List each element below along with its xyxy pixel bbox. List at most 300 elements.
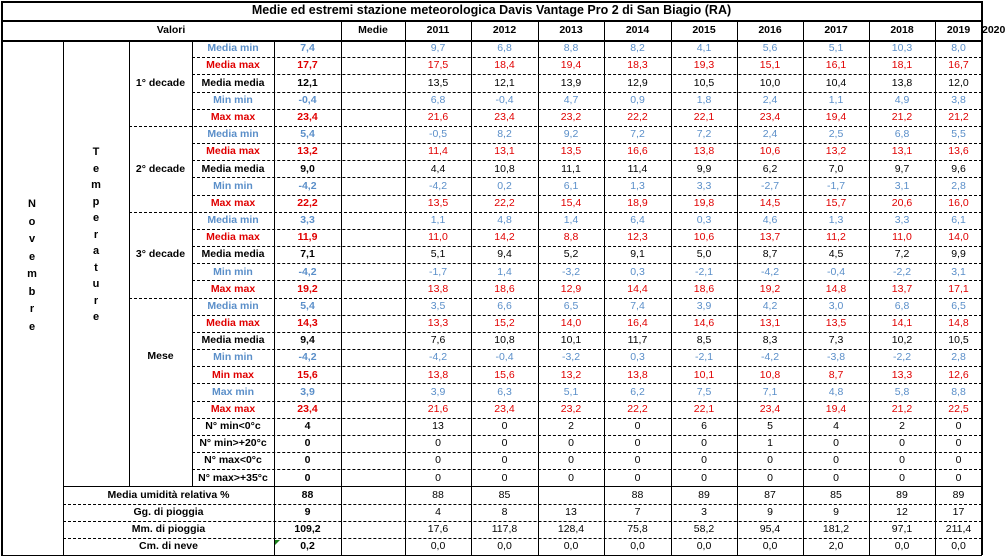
- row-value: 6,4: [630, 214, 645, 227]
- row-value: 0: [501, 471, 508, 484]
- row-value: 7,2: [894, 248, 910, 261]
- row-value: 16,7: [948, 59, 969, 72]
- category-letter: a: [92, 245, 100, 258]
- column-divider: [803, 20, 804, 555]
- row-value: -0,4: [495, 93, 514, 106]
- row-value: 18,6: [693, 282, 715, 295]
- row-value: 6,8: [894, 299, 910, 312]
- row-value: 0: [568, 454, 574, 467]
- row-label: Min min: [213, 265, 253, 278]
- row-value: 10,3: [891, 42, 913, 55]
- row-value: 2,5: [828, 128, 844, 141]
- row-medie: 5,4: [300, 128, 315, 141]
- bottom-row-value: 85: [498, 488, 511, 501]
- month-letter: N: [28, 198, 36, 211]
- row-value: 19,3: [693, 59, 715, 72]
- bottom-row-value: 88: [432, 488, 444, 501]
- bottom-row-value: 89: [698, 488, 710, 501]
- row-value: 9,9: [951, 248, 966, 261]
- row-value: 13,2: [825, 145, 847, 158]
- row-value: 9,9: [696, 162, 712, 175]
- row-value: 8,3: [762, 334, 778, 347]
- row-value: 8,5: [696, 334, 712, 347]
- bottom-row-medie: 0,2: [300, 540, 315, 553]
- row-value: 7,0: [828, 162, 844, 175]
- table-border-top: [1, 1, 982, 3]
- row-value: 13,8: [693, 145, 715, 158]
- bottom-row-value: 87: [764, 488, 776, 501]
- bottom-row-value: 58,2: [693, 523, 715, 536]
- row-value: 6,8: [497, 42, 512, 55]
- row-label: Media max: [206, 231, 260, 244]
- month-letter: e: [28, 320, 36, 333]
- row-medie: 5,4: [300, 299, 315, 312]
- bottom-row-medie: 9: [304, 505, 311, 518]
- row-value: 1,1: [430, 214, 446, 227]
- row-value: 19,4: [825, 402, 847, 415]
- row-value: 10,5: [948, 334, 969, 347]
- row-value: 11,4: [627, 162, 648, 175]
- row-value: 23,2: [560, 111, 582, 123]
- row-value: 17,1: [948, 282, 969, 295]
- bottom-row-value: 17,6: [427, 523, 449, 536]
- month-letter: v: [28, 233, 36, 246]
- title-divider: [1, 20, 982, 22]
- bottom-row-value: 0,0: [497, 540, 512, 553]
- row-value: 13,5: [427, 76, 449, 89]
- bottom-row-value: 12: [896, 505, 908, 518]
- row-label: Max max: [210, 111, 256, 123]
- row-value: 6,2: [630, 385, 645, 398]
- row-medie: 23,4: [297, 111, 318, 123]
- category-letter: r: [93, 228, 99, 241]
- column-divider: [63, 40, 64, 555]
- row-value: 14,2: [494, 231, 515, 244]
- row-value: 3,1: [951, 265, 966, 278]
- row-value: 0: [435, 471, 441, 484]
- column-divider: [471, 20, 472, 555]
- row-value: 6,1: [951, 214, 966, 227]
- row-value: 0: [701, 454, 707, 467]
- row-value: 0: [701, 471, 707, 484]
- row-value: 21,2: [891, 402, 913, 415]
- row-value: 0: [435, 437, 441, 450]
- row-value: 0: [955, 454, 962, 467]
- row-value: 10,8: [494, 162, 515, 175]
- header-year: 2016: [758, 23, 782, 36]
- bottom-row-value: 89: [896, 488, 908, 501]
- row-value: 8,8: [563, 231, 579, 244]
- row-value: 5,2: [563, 248, 579, 261]
- row-value: 7,5: [696, 385, 712, 398]
- row-value: 15,1: [759, 59, 781, 72]
- row-value: 10,1: [560, 334, 582, 347]
- category-letter: u: [92, 278, 100, 291]
- row-value: 23,4: [494, 402, 515, 415]
- row-value: 11,2: [826, 231, 846, 244]
- row-value: 6,6: [497, 299, 512, 312]
- month-letter: r: [29, 303, 35, 316]
- row-value: 22,2: [494, 196, 515, 209]
- row-value: 13,1: [891, 145, 913, 158]
- row-label: Min min: [213, 179, 253, 192]
- row-label: Min max: [211, 368, 254, 381]
- row-value: 12,3: [627, 231, 648, 244]
- row-label: N° min<0°c: [205, 420, 261, 433]
- row-label: Media min: [207, 128, 259, 141]
- table-border-right: [981, 1, 983, 555]
- row-value: 4,5: [828, 248, 844, 261]
- row-value: 0: [568, 471, 574, 484]
- header-medie: Medie: [358, 23, 388, 36]
- bottom-row-value: 9: [767, 505, 773, 518]
- row-value: 22,5: [948, 402, 969, 415]
- row-value: 0: [634, 437, 641, 450]
- row-value: 11,7: [627, 334, 648, 347]
- row-value: -0,5: [428, 128, 448, 141]
- row-value: 6,8: [894, 128, 910, 141]
- row-value: 13,9: [560, 76, 582, 89]
- row-value: 1,4: [497, 265, 512, 278]
- category-letter: T: [92, 146, 100, 159]
- section-label: 3° decade: [135, 248, 186, 261]
- row-medie: -4,2: [298, 265, 317, 278]
- row-value: 1,1: [828, 93, 844, 106]
- bottom-row-value: 0,0: [951, 540, 966, 553]
- row-value: 7,4: [630, 299, 645, 312]
- bottom-row-value: 88: [631, 488, 644, 501]
- row-value: 6,1: [563, 179, 579, 192]
- month-label: [1, 40, 63, 492]
- row-value: 7,2: [630, 128, 645, 141]
- row-value: 3,5: [430, 299, 446, 312]
- row-value: 0: [955, 471, 962, 484]
- bottom-row-medie: 88: [301, 488, 314, 501]
- row-value: 4,2: [762, 299, 778, 312]
- bottom-row-value: 85: [830, 488, 842, 501]
- row-value: 0: [899, 454, 905, 467]
- row-value: 0: [634, 471, 641, 484]
- row-value: 4,4: [430, 162, 446, 175]
- row-value: 0: [501, 420, 508, 433]
- row-medie: 3,3: [300, 214, 315, 227]
- row-label: Media media: [201, 248, 265, 261]
- row-medie: 19,2: [297, 282, 318, 295]
- row-value: 8,2: [630, 42, 645, 55]
- row-medie: 9,4: [300, 334, 315, 347]
- row-value: 19,8: [693, 196, 715, 209]
- row-value: 3,9: [430, 385, 446, 398]
- row-value: 9,4: [497, 248, 512, 261]
- table-border-left: [1, 1, 3, 555]
- row-value: 10,8: [759, 368, 781, 381]
- row-value: -4,2: [760, 265, 780, 278]
- row-value: 12,9: [560, 282, 582, 295]
- row-value: 23,4: [759, 111, 781, 123]
- bottom-row-value: 0,0: [630, 540, 645, 553]
- row-value: 23,4: [494, 111, 515, 123]
- row-value: 10,2: [891, 334, 913, 347]
- row-value: 0: [899, 437, 905, 450]
- row-value: 19,4: [560, 59, 582, 72]
- row-value: 5,1: [563, 385, 579, 398]
- bottom-row-value: 75,8: [627, 523, 648, 536]
- row-value: 5,1: [828, 42, 844, 55]
- row-value: 0,2: [497, 179, 512, 192]
- row-value: 7,6: [430, 334, 446, 347]
- row-value: 6: [701, 420, 707, 433]
- row-value: 1,3: [828, 214, 844, 227]
- row-value: 21,6: [427, 111, 449, 123]
- row-value: 0: [767, 471, 773, 484]
- row-value: 18,4: [494, 59, 515, 72]
- row-medie: 4: [304, 420, 311, 433]
- row-value: 18,3: [627, 59, 648, 72]
- row-label: Media max: [206, 59, 260, 72]
- row-value: -1,7: [826, 179, 846, 192]
- row-value: 0: [955, 420, 962, 433]
- row-value: 8,8: [563, 42, 579, 55]
- row-medie: -4,2: [298, 179, 317, 192]
- bottom-row-value: 13: [565, 505, 577, 518]
- row-value: 6,3: [497, 385, 512, 398]
- row-value: 0: [767, 454, 773, 467]
- row-label: Media media: [201, 162, 265, 175]
- row-value: 2: [899, 420, 905, 433]
- row-value: 12,6: [948, 368, 969, 381]
- table-title: Medie ed estremi stazione meteorologica Davis Vantage Pro 2 di San Biagio (RA): [251, 3, 732, 18]
- column-divider: [192, 40, 193, 486]
- row-medie: -0,4: [298, 93, 317, 106]
- row-value: 10,4: [825, 76, 847, 89]
- row-value: 15,2: [494, 317, 515, 330]
- row-value: 10,0: [759, 76, 781, 89]
- header-year: 2012: [492, 23, 517, 36]
- row-value: -3,2: [561, 351, 581, 364]
- row-label: Media min: [207, 42, 259, 55]
- row-value: 0: [501, 437, 508, 450]
- column-divider: [538, 20, 539, 555]
- row-value: 11,1: [561, 162, 581, 175]
- temperature-block-end: [63, 486, 982, 487]
- row-value: 6,5: [951, 299, 966, 312]
- header-year: 2020: [982, 23, 1005, 36]
- column-divider: [737, 20, 738, 555]
- row-value: 0: [634, 420, 641, 433]
- row-value: 16,4: [627, 317, 648, 330]
- row-value: 8,8: [951, 385, 966, 398]
- row-value: 14,5: [759, 196, 781, 209]
- row-value: 5,1: [430, 248, 446, 261]
- weather-stats-table: [1, 1, 1005, 555]
- row-value: 21,2: [891, 111, 913, 123]
- row-value: 13,7: [759, 231, 781, 244]
- row-value: -0,4: [495, 351, 514, 364]
- row-value: 18,1: [891, 59, 913, 72]
- row-value: 23,2: [560, 402, 582, 415]
- row-value: 0,3: [630, 265, 645, 278]
- row-value: 3,1: [894, 179, 910, 192]
- header-year: 2014: [625, 23, 650, 36]
- bottom-row-value: 97,1: [891, 523, 913, 536]
- month-letter: b: [28, 285, 36, 298]
- row-value: 9,7: [894, 162, 910, 175]
- row-value: 13,5: [427, 196, 449, 209]
- row-value: 10,5: [693, 76, 715, 89]
- category-letter: e: [92, 162, 100, 175]
- row-value: 9,1: [630, 248, 645, 261]
- bottom-row-value: 181,2: [822, 523, 850, 536]
- row-value: 12,1: [494, 76, 515, 89]
- row-value: 2: [568, 420, 574, 433]
- row-medie: 3,9: [300, 385, 315, 398]
- row-value: 4: [833, 420, 839, 433]
- section-label: Mese: [147, 349, 174, 362]
- row-medie: 0: [304, 437, 311, 450]
- category-letter: m: [91, 179, 101, 192]
- month-letter: m: [27, 268, 37, 281]
- bottom-row-value: 0,0: [430, 540, 446, 553]
- row-value: 14,0: [560, 317, 582, 330]
- bottom-row-value: 7: [634, 505, 641, 518]
- column-divider: [405, 20, 406, 555]
- row-value: -2,2: [892, 265, 912, 278]
- row-value: 22,2: [627, 111, 648, 123]
- month-letter: e: [28, 250, 36, 263]
- column-divider: [671, 20, 672, 555]
- category-label: [63, 12, 129, 458]
- category-letter: e: [92, 311, 100, 324]
- row-value: -2,2: [892, 351, 912, 364]
- bottom-row-label: Media umidità relativa %: [107, 488, 230, 501]
- row-value: 21,6: [427, 402, 449, 415]
- row-value: 14,8: [948, 317, 969, 330]
- row-value: 10,6: [693, 231, 715, 244]
- row-label: Media media: [201, 334, 265, 347]
- row-value: 13,8: [427, 282, 449, 295]
- row-value: 22,2: [627, 402, 648, 415]
- month-letter: o: [28, 215, 36, 228]
- row-medie: 7,1: [300, 248, 315, 261]
- row-value: 16,0: [948, 196, 969, 209]
- category-letter: t: [94, 261, 98, 274]
- row-value: 2,4: [762, 128, 778, 141]
- row-medie: 14,3: [297, 317, 318, 330]
- bottom-row-value: 0,0: [563, 540, 579, 553]
- row-value: 4,9: [894, 93, 910, 106]
- row-value: 13,7: [891, 282, 913, 295]
- row-value: 15,7: [825, 196, 847, 209]
- row-value: 12,9: [627, 76, 648, 89]
- category-letter: r: [93, 294, 99, 307]
- row-value: 13,8: [427, 368, 449, 381]
- row-value: 17,5: [427, 59, 449, 72]
- row-value: 4,7: [563, 93, 579, 106]
- row-value: 18,6: [494, 282, 515, 295]
- header-year: 2019: [946, 23, 971, 36]
- row-value: 1,8: [696, 93, 712, 106]
- row-medie: 11,9: [297, 231, 318, 244]
- row-value: 0,3: [696, 214, 712, 227]
- row-value: -4,2: [760, 351, 780, 364]
- bottom-row-value: 0,0: [894, 540, 910, 553]
- row-value: 14,4: [627, 282, 648, 295]
- bottom-row-label: Gg. di pioggia: [133, 505, 204, 518]
- row-label: Min min: [213, 93, 253, 106]
- bottom-row-value: 117,8: [491, 523, 518, 536]
- row-value: 15,4: [560, 196, 582, 209]
- row-value: 4,1: [696, 42, 712, 55]
- row-value: -4,2: [428, 351, 448, 364]
- row-value: 4,6: [762, 214, 778, 227]
- bottom-row-value: 3: [701, 505, 707, 518]
- bottom-row-value: 0,0: [762, 540, 778, 553]
- row-label: N° min>+20°c: [199, 437, 267, 450]
- row-value: 6,2: [762, 162, 778, 175]
- row-value: 20,6: [891, 196, 913, 209]
- row-value: 3,8: [951, 93, 966, 106]
- row-value: -2,1: [694, 265, 714, 278]
- row-label: Media min: [207, 299, 259, 312]
- row-label: Max max: [210, 282, 256, 295]
- row-label: Media max: [206, 145, 260, 158]
- row-value: 0: [501, 454, 508, 467]
- row-value: 14,6: [693, 317, 715, 330]
- header-year: 2015: [692, 23, 716, 36]
- row-value: 10,1: [693, 368, 715, 381]
- row-value: 0: [955, 437, 962, 450]
- row-value: -3,2: [561, 265, 581, 278]
- row-value: 9,6: [951, 162, 966, 175]
- row-medie: 9,0: [300, 162, 315, 175]
- row-value: 3,0: [828, 299, 844, 312]
- bottom-row-value: 9: [833, 505, 839, 518]
- row-value: 13,5: [825, 317, 847, 330]
- row-value: 8,2: [497, 128, 512, 141]
- bottom-row-value: 2,0: [828, 540, 844, 553]
- row-value: 0: [435, 454, 441, 467]
- row-value: 5,6: [762, 42, 778, 55]
- row-value: 0: [833, 437, 839, 450]
- row-label: Min min: [213, 351, 253, 364]
- row-value: 9,7: [430, 42, 446, 55]
- row-medie: 12,1: [297, 76, 318, 89]
- row-medie: 0: [304, 454, 311, 467]
- header-year: 2013: [559, 23, 583, 36]
- row-value: 7,1: [762, 385, 778, 398]
- row-value: 6,5: [563, 299, 579, 312]
- row-value: 22,1: [693, 111, 715, 123]
- row-value: 19,2: [759, 282, 781, 295]
- bottom-row-value: 89: [952, 488, 965, 501]
- row-value: 0: [568, 437, 574, 450]
- row-value: 19,4: [825, 111, 847, 123]
- row-value: 0: [833, 471, 839, 484]
- row-value: 2,8: [951, 179, 966, 192]
- row-value: 1: [767, 437, 773, 450]
- bottom-row-value: 0,0: [696, 540, 712, 553]
- row-value: 7,2: [696, 128, 712, 141]
- row-value: 13,2: [560, 368, 582, 381]
- row-medie: 23,4: [297, 402, 318, 415]
- bottom-row-value: 8: [501, 505, 508, 518]
- row-value: 3,3: [894, 214, 910, 227]
- column-divider: [869, 20, 870, 555]
- row-value: 4,8: [497, 214, 512, 227]
- row-value: 0: [701, 437, 707, 450]
- row-value: 11,0: [892, 231, 912, 244]
- row-value: 13,3: [427, 317, 449, 330]
